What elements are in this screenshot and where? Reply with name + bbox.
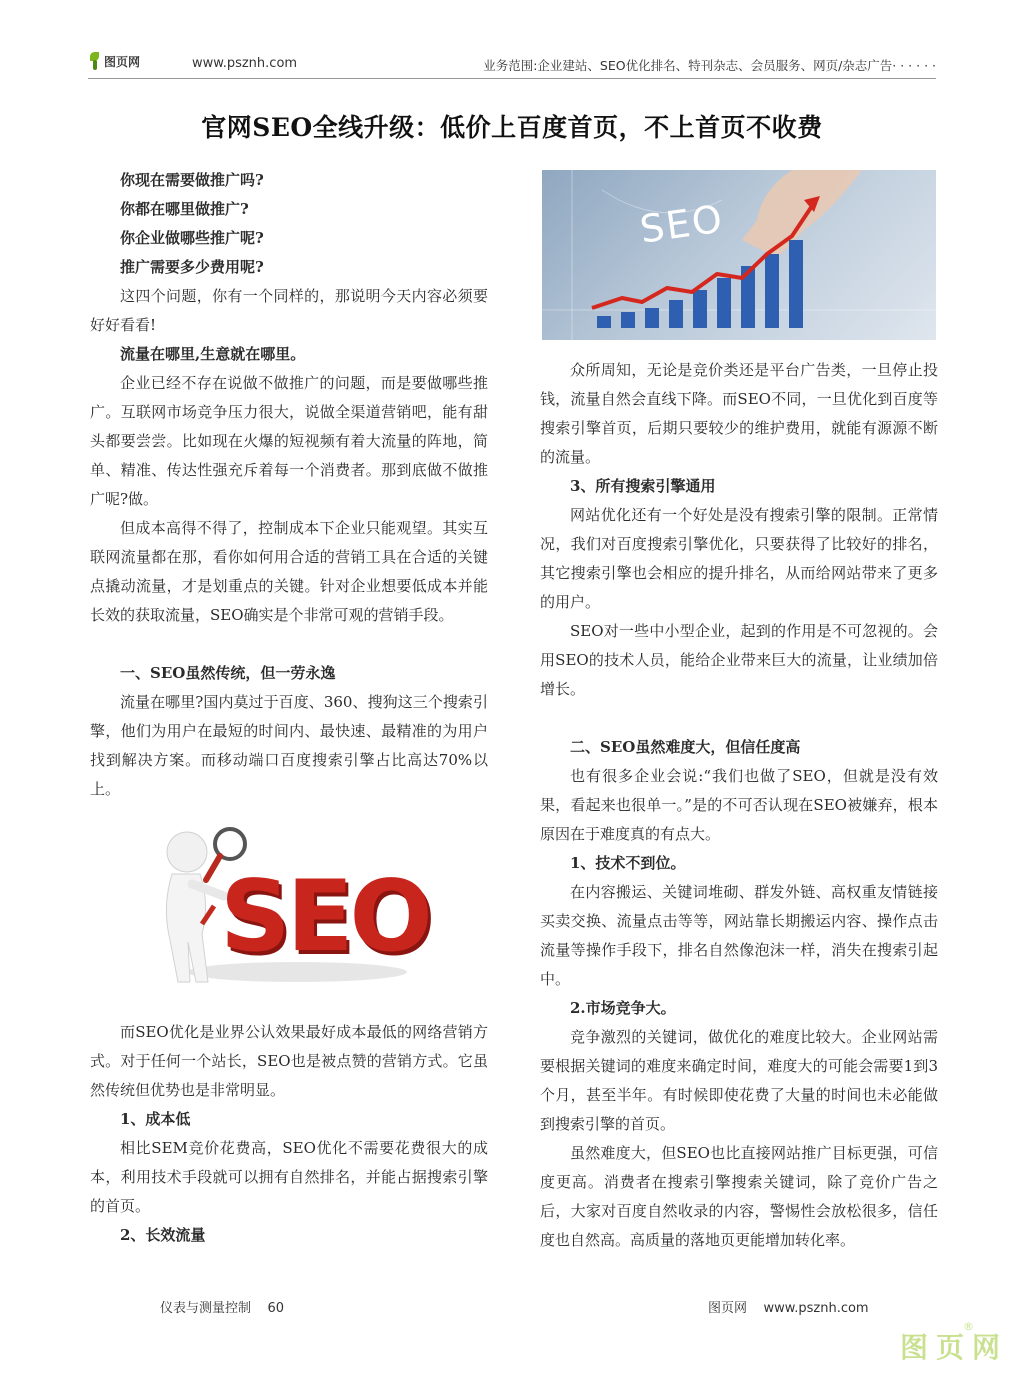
question-3: 你企业做哪些推广呢?: [120, 229, 264, 247]
header-url: www.psznh.com: [192, 56, 298, 71]
footer-journal: 仪表与测量控制 60: [160, 1301, 285, 1316]
business-scope: 业务范围:企业建站、SEO优化排名、特刊杂志、会员服务、网页/杂志广告· · · · · ·: [483, 58, 936, 73]
brand-logo: [88, 50, 140, 72]
paragraph: 企业已经不存在说做不做推广的问题，而是要做哪些推广。互联网市场竞争压力很大，说做全渠道营销吧，能有甜头都要尝尝。比如现在火爆的短视频有着大流量的阵地，简单、精准、传达性强充斥着每一个消费者。那到底做不做推广呢?做。: [90, 374, 488, 508]
seo-magnifier-illustration: [132, 822, 429, 992]
paragraph: 网站优化还有一个好处是没有搜索引擎的限制。正常情况，我们对百度搜索引擎优化，只要获得了比较好的排名，其它搜索引擎也会相应的提升排名，从而给网站带来了更多的用户。: [540, 506, 938, 611]
paragraph: 众所周知，无论是竞价类还是平台广告类，一旦停止投钱，流量自然会直线下降。而SEO不同，一旦优化到百度等搜索引擎首页，后期只要较少的维护费用，就能有源源不断的流量。: [540, 361, 938, 466]
right-column: [540, 166, 938, 1255]
section-heading-2: 二、SEO虽然难度大，但信任度高: [570, 738, 801, 756]
paragraph: 也有很多企业会说:“我们也做了SEO，但就是没有效果，看起来也很单一。”是的不可否认现在SEO被嫌弃，根本原因在于难度真的有点大。: [540, 767, 938, 843]
paragraph: 虽然难度大，但SEO也比直接网站推广目标更强，可信度更高。消费者在搜索引擎搜索关键词，除了竞价广告之后，大家对百度自然收录的内容，警惕性会放松很多，信任度也自然高。高质量的落地页更能增加转化率。: [540, 1144, 938, 1249]
subheading-all-engines: 3、所有搜索引擎通用: [570, 477, 716, 495]
subheading-market: 2.市场竞争大。: [570, 999, 676, 1017]
question-2: 你都在哪里做推广?: [120, 200, 249, 218]
watermark: 图页网: [900, 1331, 1009, 1364]
paragraph: 相比SEM竞价花费高，SEO优化不需要花费很大的成本，利用技术手段就可以拥有自然排名，并能占据搜索引擎的首页。: [90, 1139, 488, 1215]
subheading-tech: 1、技术不到位。: [570, 854, 686, 872]
registered-mark: ®: [963, 1320, 974, 1333]
footer-site: 图页网 www.psznh.com: [708, 1301, 869, 1316]
paragraph: 而SEO优化是业界公认效果最好成本最低的网络营销方式。对于任何一个站长，SEO也是被点赞的营销方式。它虽然传统但优势也是非常明显。: [90, 1023, 488, 1099]
subheading-flow: 流量在哪里,生意就在哪里。: [120, 345, 306, 363]
subheading-low-cost: 1、成本低: [120, 1110, 191, 1128]
page-header: [88, 44, 936, 79]
paragraph: SEO对一些中小型企业，起到的作用是不可忽视的。会用SEO的技术人员，能给企业带来巨大的流量，让业绩加倍增长。: [540, 622, 938, 698]
subheading-long-term: 2、长效流量: [120, 1226, 206, 1244]
paragraph: 竞争激烈的关键词，做优化的难度比较大。企业网站需要根据关键词的难度来确定时间，难度大的可能会需要1到3个月，甚至半年。有时候即使花费了大量的时间也未必能做到搜索引擎的首页。: [540, 1028, 938, 1133]
article-title: 官网SEO全线升级：低价上百度首页，不上首页不收费: [201, 113, 823, 142]
seo-growth-chart-image: [542, 170, 936, 340]
seo-chart-text: SEO: [637, 196, 727, 252]
paragraph: 但成本高得不得了，控制成本下企业只能观望。其实互联网流量都在那，看你如何用合适的营销工具在合适的关键点撬动流量，才是划重点的关键。针对企业想要低成本并能长效的获取流量，SEO确实是个非常可观的营销手段。: [90, 519, 488, 624]
seo-3d-text: SEO: [220, 860, 429, 974]
left-column: [90, 166, 488, 1250]
paragraph: 这四个问题，你有一个同样的，那说明今天内容必须要好好看看!: [90, 287, 488, 334]
logo-text: 图页网: [104, 54, 141, 69]
section-heading-1: 一、SEO虽然传统，但一劳永逸: [120, 664, 336, 682]
question-1: 你现在需要做推广吗?: [120, 171, 264, 189]
question-4: 推广需要多少费用呢?: [120, 258, 264, 276]
paragraph: 流量在哪里?国内莫过于百度、360、搜狗这三个搜索引擎，他们为用户在最短的时间内、最快速、最精准的为用户找到解决方案。而移动端口百度搜索引擎占比高达70%以上。: [90, 693, 488, 798]
leaf-logo-icon: [88, 52, 102, 70]
paragraph: 在内容搬运、关键词堆砌、群发外链、高权重友情链接买卖交换、流量点击等等，网站靠长期搬运内容、操作点击流量等操作手段下，排名自然像泡沫一样，消失在搜索引起中。: [540, 883, 938, 988]
